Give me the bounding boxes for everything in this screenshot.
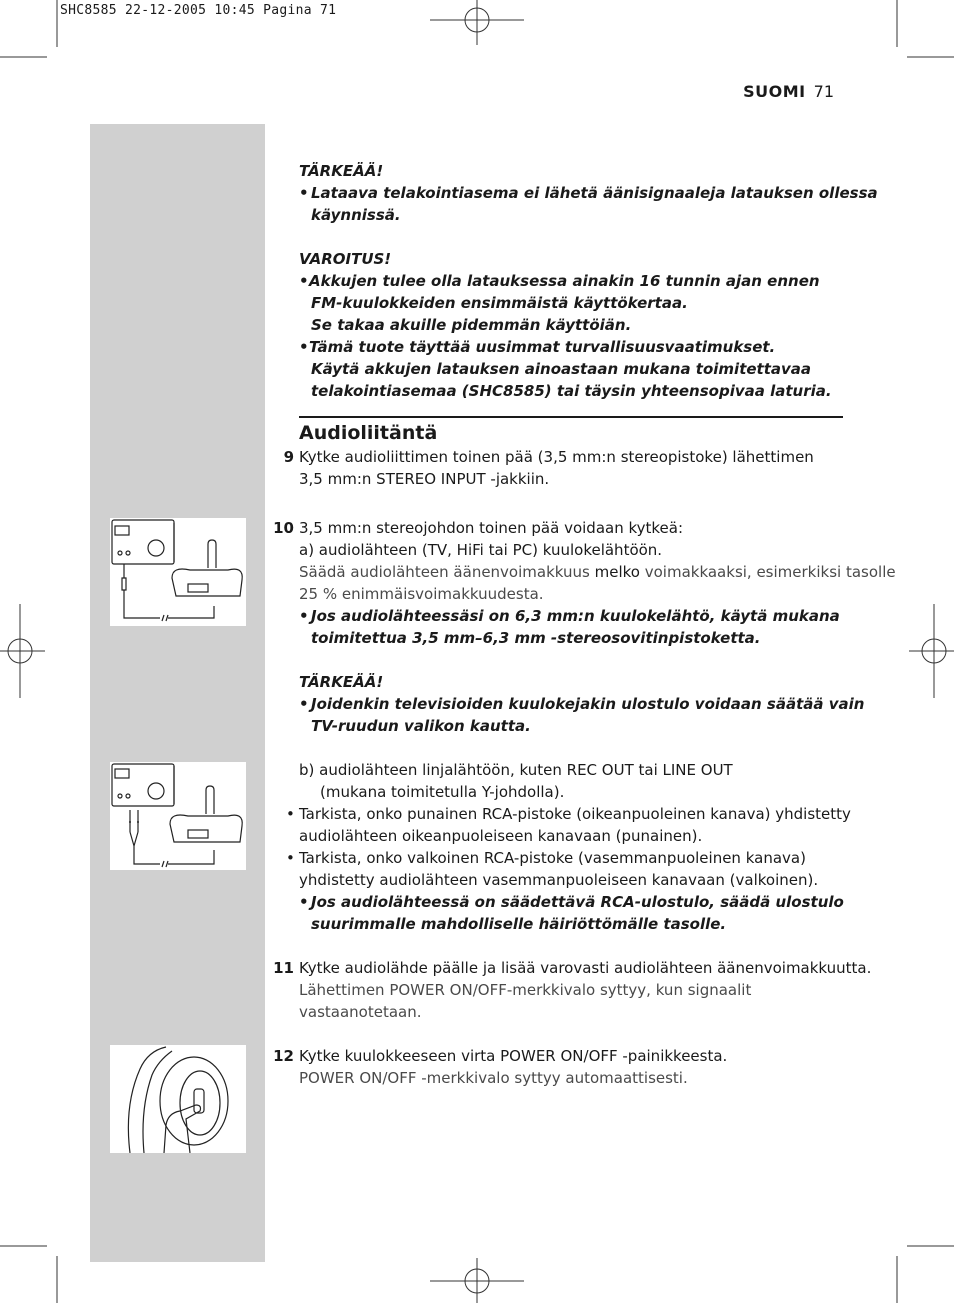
bullet-marker: • — [299, 184, 309, 202]
illustration-line-out-connection — [110, 762, 246, 870]
important-label: TÄRKEÄÄ! — [299, 162, 384, 180]
important-note-line: TV-ruudun valikon kautta. — [311, 717, 531, 735]
illustration-headphone-power-button — [110, 1045, 246, 1153]
step-number: 12 — [273, 1047, 294, 1065]
warning-label: VAROITUS! — [299, 250, 392, 268]
page-number: 71 — [813, 82, 834, 101]
check-white: Tarkista, onko valkoinen RCA-pistoke (vasemmanpuoleinen kanava) — [299, 849, 806, 867]
warning-line: Akkujen tulee olla latauksessa ainakin 16 tunnin ajan ennen — [309, 272, 820, 290]
option-b: (mukana toimitetulla Y-johdolla). — [320, 783, 565, 801]
check-red: Tarkista, onko punainen RCA-pistoke (oikeanpuoleinen kanava) yhdistetty — [299, 805, 851, 823]
step-text: Kytke kuulokkeeseen virta POWER ON/OFF -painikkeesta. — [299, 1047, 728, 1065]
section-title: Audioliitäntä — [299, 422, 438, 444]
bullet-marker: • — [299, 695, 309, 713]
print-header: SHC8585 22-12-2005 10:45 Pagina 71 — [60, 3, 337, 18]
page-header — [743, 82, 834, 101]
note-part: voimakkaaksi, esimerkiksi tasolle — [644, 563, 896, 581]
step-note: vastaanotetaan. — [299, 1003, 422, 1021]
language-label: SUOMI — [743, 82, 806, 101]
warning-line: telakointiasemaa (SHC8585) tai täysin yhteensopivaa laturia. — [311, 382, 832, 400]
bullet-marker: • — [299, 338, 309, 356]
important-note-line: Lataava telakointiasema ei lähetä äänisignaaleja latauksen ollessa — [311, 184, 878, 202]
step-text: 3,5 mm:n stereojohdon toinen pää voidaan kytkeä: — [299, 519, 684, 537]
note-part: Säädä audiolähteen äänenvoimakkuus — [299, 563, 590, 581]
option-a: a) audiolähteen (TV, HiFi tai PC) kuulokelähtöön. — [299, 541, 663, 559]
sidebar-notch — [248, 519, 265, 535]
adapter-note: Jos audiolähteessäsi on 6,3 mm:n kuulokelähtö, käytä mukana — [311, 607, 840, 625]
step-number: 10 — [273, 519, 294, 537]
option-a-note — [299, 561, 896, 583]
illustration-headphone-connection — [110, 518, 246, 626]
step-text: Kytke audiolähde päälle ja lisää varovasti audiolähteen äänenvoimakkuutta. — [299, 959, 872, 977]
check-red: audiolähteen oikeanpuoleiseen kanavaan (punainen). — [299, 827, 703, 845]
option-a-note: 25 % enimmäisvoimakkuudesta. — [299, 585, 544, 603]
important-note-line: käynnissä. — [311, 206, 401, 224]
bullet-marker: • — [299, 272, 309, 290]
warning-line: Käytä akkujen latauksen ainoastaan mukana toimitettavaa — [311, 360, 812, 378]
rca-note: suurimmalle mahdolliselle häiriöttömälle tasolle. — [311, 915, 727, 933]
important-label: TÄRKEÄÄ! — [299, 673, 384, 691]
step-number: 11 — [273, 959, 294, 977]
option-b: b) audiolähteen linjalähtöön, kuten REC OUT tai LINE OUT — [299, 761, 733, 779]
step-text: Kytke audioliittimen toinen pää (3,5 mm:n stereopistoke) lähettimen — [299, 448, 814, 466]
bullet-marker: • — [286, 805, 295, 823]
step-number: 9 — [283, 448, 294, 466]
warning-line: Se takaa akuille pidemmän käyttöiän. — [311, 316, 632, 334]
step-text: 3,5 mm:n STEREO INPUT -jakkiin. — [299, 470, 550, 488]
sidebar-notch — [248, 762, 265, 778]
note-emphasis: melko — [594, 563, 640, 581]
check-white: yhdistetty audiolähteen vasemmanpuoleiseen kanavaan (valkoinen). — [299, 871, 819, 889]
section-divider — [299, 416, 843, 418]
warning-line: Tämä tuote täyttää uusimmat turvallisuusvaatimukset. — [309, 338, 776, 356]
bullet-marker: • — [299, 893, 309, 911]
important-note-line: Joidenkin televisioiden kuulokejakin ulostulo voidaan säätää vain — [311, 695, 865, 713]
rca-note: Jos audiolähteessä on säädettävä RCA-ulostulo, säädä ulostulo — [311, 893, 844, 911]
step-note: POWER ON/OFF -merkkivalo syttyy automaattisesti. — [299, 1069, 688, 1087]
bullet-marker: • — [286, 849, 295, 867]
bullet-marker: • — [299, 607, 309, 625]
step-note: Lähettimen POWER ON/OFF-merkkivalo syttyy, kun signaalit — [299, 981, 752, 999]
warning-line: FM-kuulokkeiden ensimmäistä käyttökertaa. — [311, 294, 688, 312]
adapter-note: toimitettua 3,5 mm–6,3 mm -stereosovitinpistoketta. — [311, 629, 761, 647]
